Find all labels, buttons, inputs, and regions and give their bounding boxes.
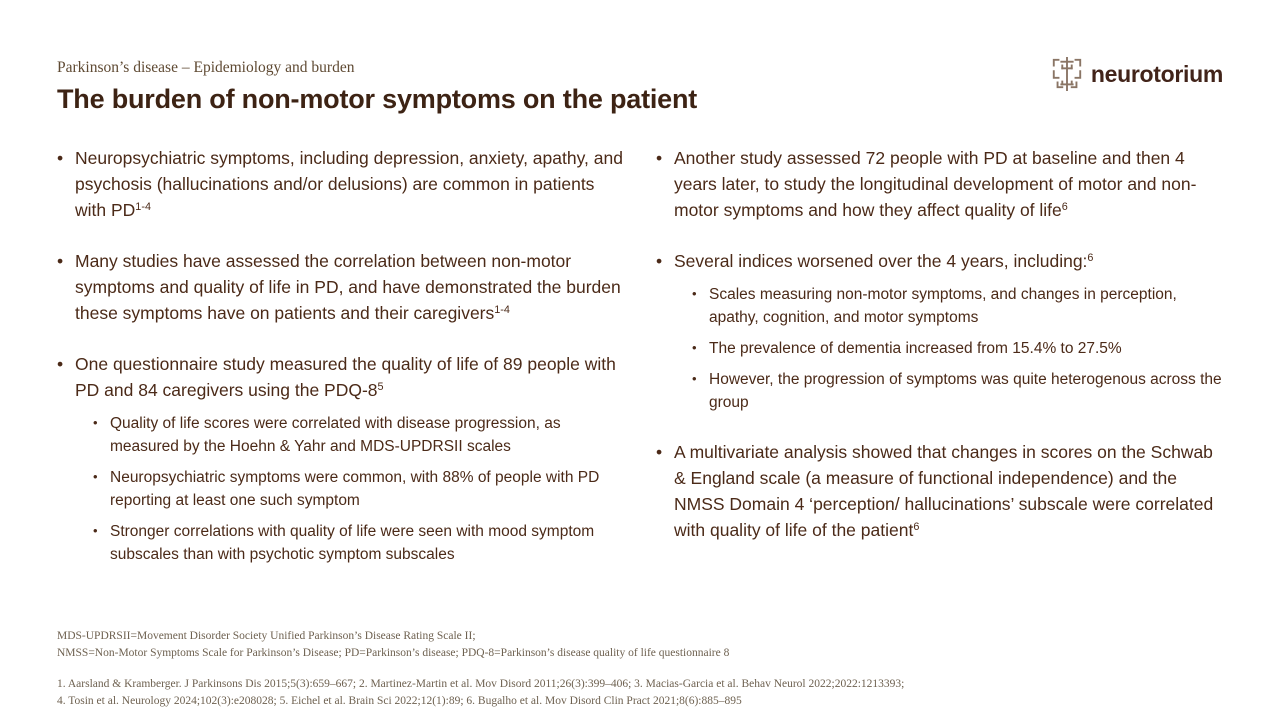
sub-bullet-item [692, 337, 1225, 360]
sub-bullet-list [93, 412, 626, 566]
references-footnote [57, 676, 1207, 710]
bullet-text: Several indices worsened over the 4 years, including: [674, 251, 1088, 271]
bullet-item [57, 351, 626, 566]
page-title: The burden of non-motor symptoms on the patient [57, 84, 698, 114]
content-columns [57, 145, 1225, 591]
reference-superscript: 1-4 [494, 304, 510, 317]
left-column [57, 145, 626, 591]
bullet-text: One questionnaire study measured the quality of life of 89 people with PD and 84 caregivers using the PDQ-8 [75, 354, 616, 400]
reference-line: 4. Tosin et al. Neurology 2024;102(3):e208028; 5. Eichel et al. Brain Sci 2022;12(1):89; 6. Bugalho et al. Mov Disord Clin Pract 2021;8(6):885–895 [57, 695, 742, 707]
bullet-item [57, 145, 626, 223]
reference-superscript: 6 [1061, 201, 1068, 214]
bullet-text: A multivariate analysis showed that changes in scores on the Schwab & England scale (a measure of functional independence) and the NMSS Domain 4 ‘perception/ hallucinations’ subscale were correlated with quality of life of the patient [674, 442, 1214, 540]
logo [1050, 56, 1223, 92]
logo-text: neurotorium [1090, 60, 1223, 87]
sub-bullet-item [93, 466, 626, 512]
brain-icon [1050, 56, 1084, 92]
left-bullet-list [57, 145, 626, 566]
sub-bullet-item [93, 520, 626, 566]
reference-superscript: 6 [1087, 252, 1094, 265]
reference-superscript: 6 [913, 521, 920, 534]
bullet-item [656, 248, 1225, 414]
bullet-item [57, 248, 626, 326]
abbreviation-line: NMSS=Non-Motor Symptoms Scale for Parkinson’s Disease; PD=Parkinson’s disease; PDQ-8=Parkinson’s disease quality of life questionnaire 8 [57, 647, 730, 659]
right-bullet-list [656, 145, 1225, 543]
sub-bullet-text: However, the progression of symptoms was quite heterogenous across the group [709, 371, 1222, 411]
sub-bullet-text: Neuropsychiatric symptoms were common, with 88% of people with PD reporting at least one such symptom [110, 469, 600, 509]
sub-bullet-text: The prevalence of dementia increased from 15.4% to 27.5% [709, 340, 1122, 357]
bullet-item [656, 439, 1225, 543]
bullet-text: Many studies have assessed the correlation between non-motor symptoms and quality of life in PD, and have demonstrated the burden these symptoms have on patients and their caregivers [75, 251, 621, 323]
abbreviations-footnote [57, 628, 1207, 662]
sub-bullet-item [93, 412, 626, 458]
bullet-item [656, 145, 1225, 223]
sub-bullet-text: Scales measuring non-motor symptoms, and changes in perception, apathy, cognition, and motor symptoms [709, 286, 1177, 326]
right-column [656, 145, 1225, 591]
reference-line: 1. Aarsland & Kramberger. J Parkinsons Dis 2015;5(3):659–667; 2. Martinez-Martin et al. Mov Disord 2011;26(3):399–406; 3. Macias-Garcia et al. Behav Neurol 2022;2022:1213393; [57, 678, 905, 690]
sub-bullet-item [692, 368, 1225, 414]
sub-bullet-text: Quality of life scores were correlated with disease progression, as measured by the Hoehn & Yahr and MDS-UPDRSII scales [110, 415, 561, 455]
sub-bullet-text: Stronger correlations with quality of life were seen with mood symptom subscales than with psychotic symptom subscales [110, 523, 595, 563]
sub-bullet-list [692, 283, 1225, 414]
slide-eyebrow: Parkinson’s disease – Epidemiology and burden [57, 59, 355, 76]
reference-superscript: 1-4 [135, 201, 151, 214]
reference-superscript: 5 [377, 381, 384, 394]
bullet-text: Another study assessed 72 people with PD at baseline and then 4 years later, to study the longitudinal development of motor and non-motor symptoms and how they affect quality of life [674, 148, 1197, 220]
abbreviation-line: MDS-UPDRSII=Movement Disorder Society Unified Parkinson’s Disease Rating Scale II; [57, 630, 476, 642]
sub-bullet-item [692, 283, 1225, 329]
bullet-text: Neuropsychiatric symptoms, including depression, anxiety, apathy, and psychosis (hallucinations and/or delusions) are common in patients with PD [75, 148, 623, 220]
